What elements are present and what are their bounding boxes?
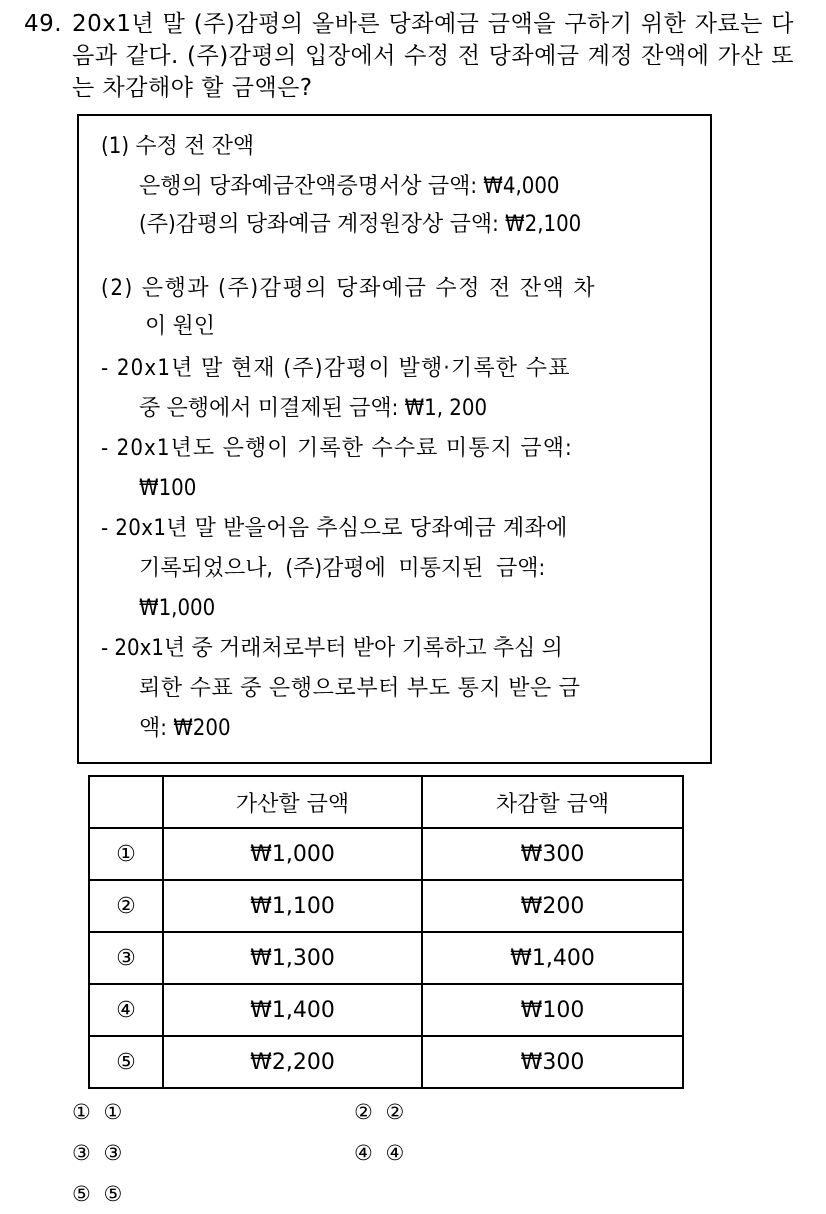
option-label: ② <box>385 1100 405 1124</box>
answer-option-1[interactable] <box>72 1100 122 1124</box>
ledger-balance-line: (주)감평의 당좌예금 계정원장상 금액: ₩2,100 <box>139 212 582 237</box>
subtract-amount: ₩100 <box>422 984 683 1036</box>
table-row <box>89 932 683 984</box>
item-2-line-2: ₩100 <box>139 476 197 501</box>
question-number: 49. <box>24 11 63 37</box>
bank-balance-line: 은행의 당좌예금잔액증명서상 금액: ₩4,000 <box>139 174 560 199</box>
header-cell-blank <box>89 776 163 828</box>
section-1-heading: (1) 수정 전 잔액 <box>101 134 255 159</box>
item-1-line-2: 중 은행에서 미결제된 금액: ₩1, 200 <box>139 396 488 421</box>
row-marker: ④ <box>89 984 163 1036</box>
question-text: 20x1년 말 (주)감평의 올바른 당좌예금 금액을 구하기 위한 자료는 다음과 같다. (주)감평의 입장에서 수정 전 당좌예금 계정 잔액에 가산 또는 차감해야 할 금액은? <box>72 11 794 101</box>
row-marker: ① <box>89 828 163 880</box>
section-2-heading-cont: 이 원인 <box>145 314 216 339</box>
item-3-line-1: - 20x1년 말 받을어음 추심으로 당좌예금 계좌에 <box>101 516 568 541</box>
question-stem <box>24 8 794 104</box>
section-2-heading: (2) 은행과 (주)감평의 당좌예금 수정 전 잔액 차 <box>101 276 597 301</box>
option-marker: ② <box>354 1100 373 1124</box>
option-marker: ③ <box>72 1141 91 1165</box>
row-marker: ⑤ <box>89 1036 163 1088</box>
item-4-line-3: 액: ₩200 <box>139 716 231 741</box>
data-box <box>77 114 712 764</box>
answer-option-2[interactable] <box>354 1100 404 1124</box>
answer-option-3[interactable] <box>72 1141 122 1165</box>
header-cell-add: 가산할 금액 <box>163 776 422 828</box>
answer-option-4[interactable] <box>354 1141 404 1165</box>
option-marker: ① <box>72 1100 91 1124</box>
option-label: ⑤ <box>103 1182 123 1206</box>
item-1-line-1: - 20x1년 말 현재 (주)감평이 발행·기록한 수표 <box>101 356 571 381</box>
item-3-line-3: ₩1,000 <box>139 596 216 621</box>
table-row <box>89 984 683 1036</box>
table-row <box>89 880 683 932</box>
answer-option-5[interactable] <box>72 1182 122 1206</box>
option-label: ④ <box>385 1141 405 1165</box>
add-amount: ₩2,200 <box>163 1036 422 1088</box>
choices-table <box>88 775 684 1089</box>
subtract-amount: ₩300 <box>422 828 683 880</box>
row-marker: ② <box>89 880 163 932</box>
option-marker: ④ <box>354 1141 373 1165</box>
item-4-line-1: - 20x1년 중 거래처로부터 받아 기록하고 추심 의 <box>101 636 563 661</box>
subtract-amount: ₩200 <box>422 880 683 932</box>
option-marker: ⑤ <box>72 1182 91 1206</box>
item-4-line-2: 뢰한 수표 중 은행으로부터 부도 통지 받은 금 <box>139 676 581 701</box>
subtract-amount: ₩1,400 <box>422 932 683 984</box>
item-2-line-1: - 20x1년도 은행이 기록한 수수료 미통지 금액: <box>101 436 573 461</box>
table-header-row <box>89 776 683 828</box>
add-amount: ₩1,000 <box>163 828 422 880</box>
table-row <box>89 1036 683 1088</box>
add-amount: ₩1,400 <box>163 984 422 1036</box>
subtract-amount: ₩300 <box>422 1036 683 1088</box>
table-row <box>89 828 683 880</box>
option-label: ① <box>103 1100 123 1124</box>
row-marker: ③ <box>89 932 163 984</box>
header-cell-subtract: 차감할 금액 <box>422 776 683 828</box>
add-amount: ₩1,100 <box>163 880 422 932</box>
option-label: ③ <box>103 1141 123 1165</box>
item-3-line-2: 기록되었으나, (주)감평에 미통지된 금액: <box>139 556 546 581</box>
add-amount: ₩1,300 <box>163 932 422 984</box>
